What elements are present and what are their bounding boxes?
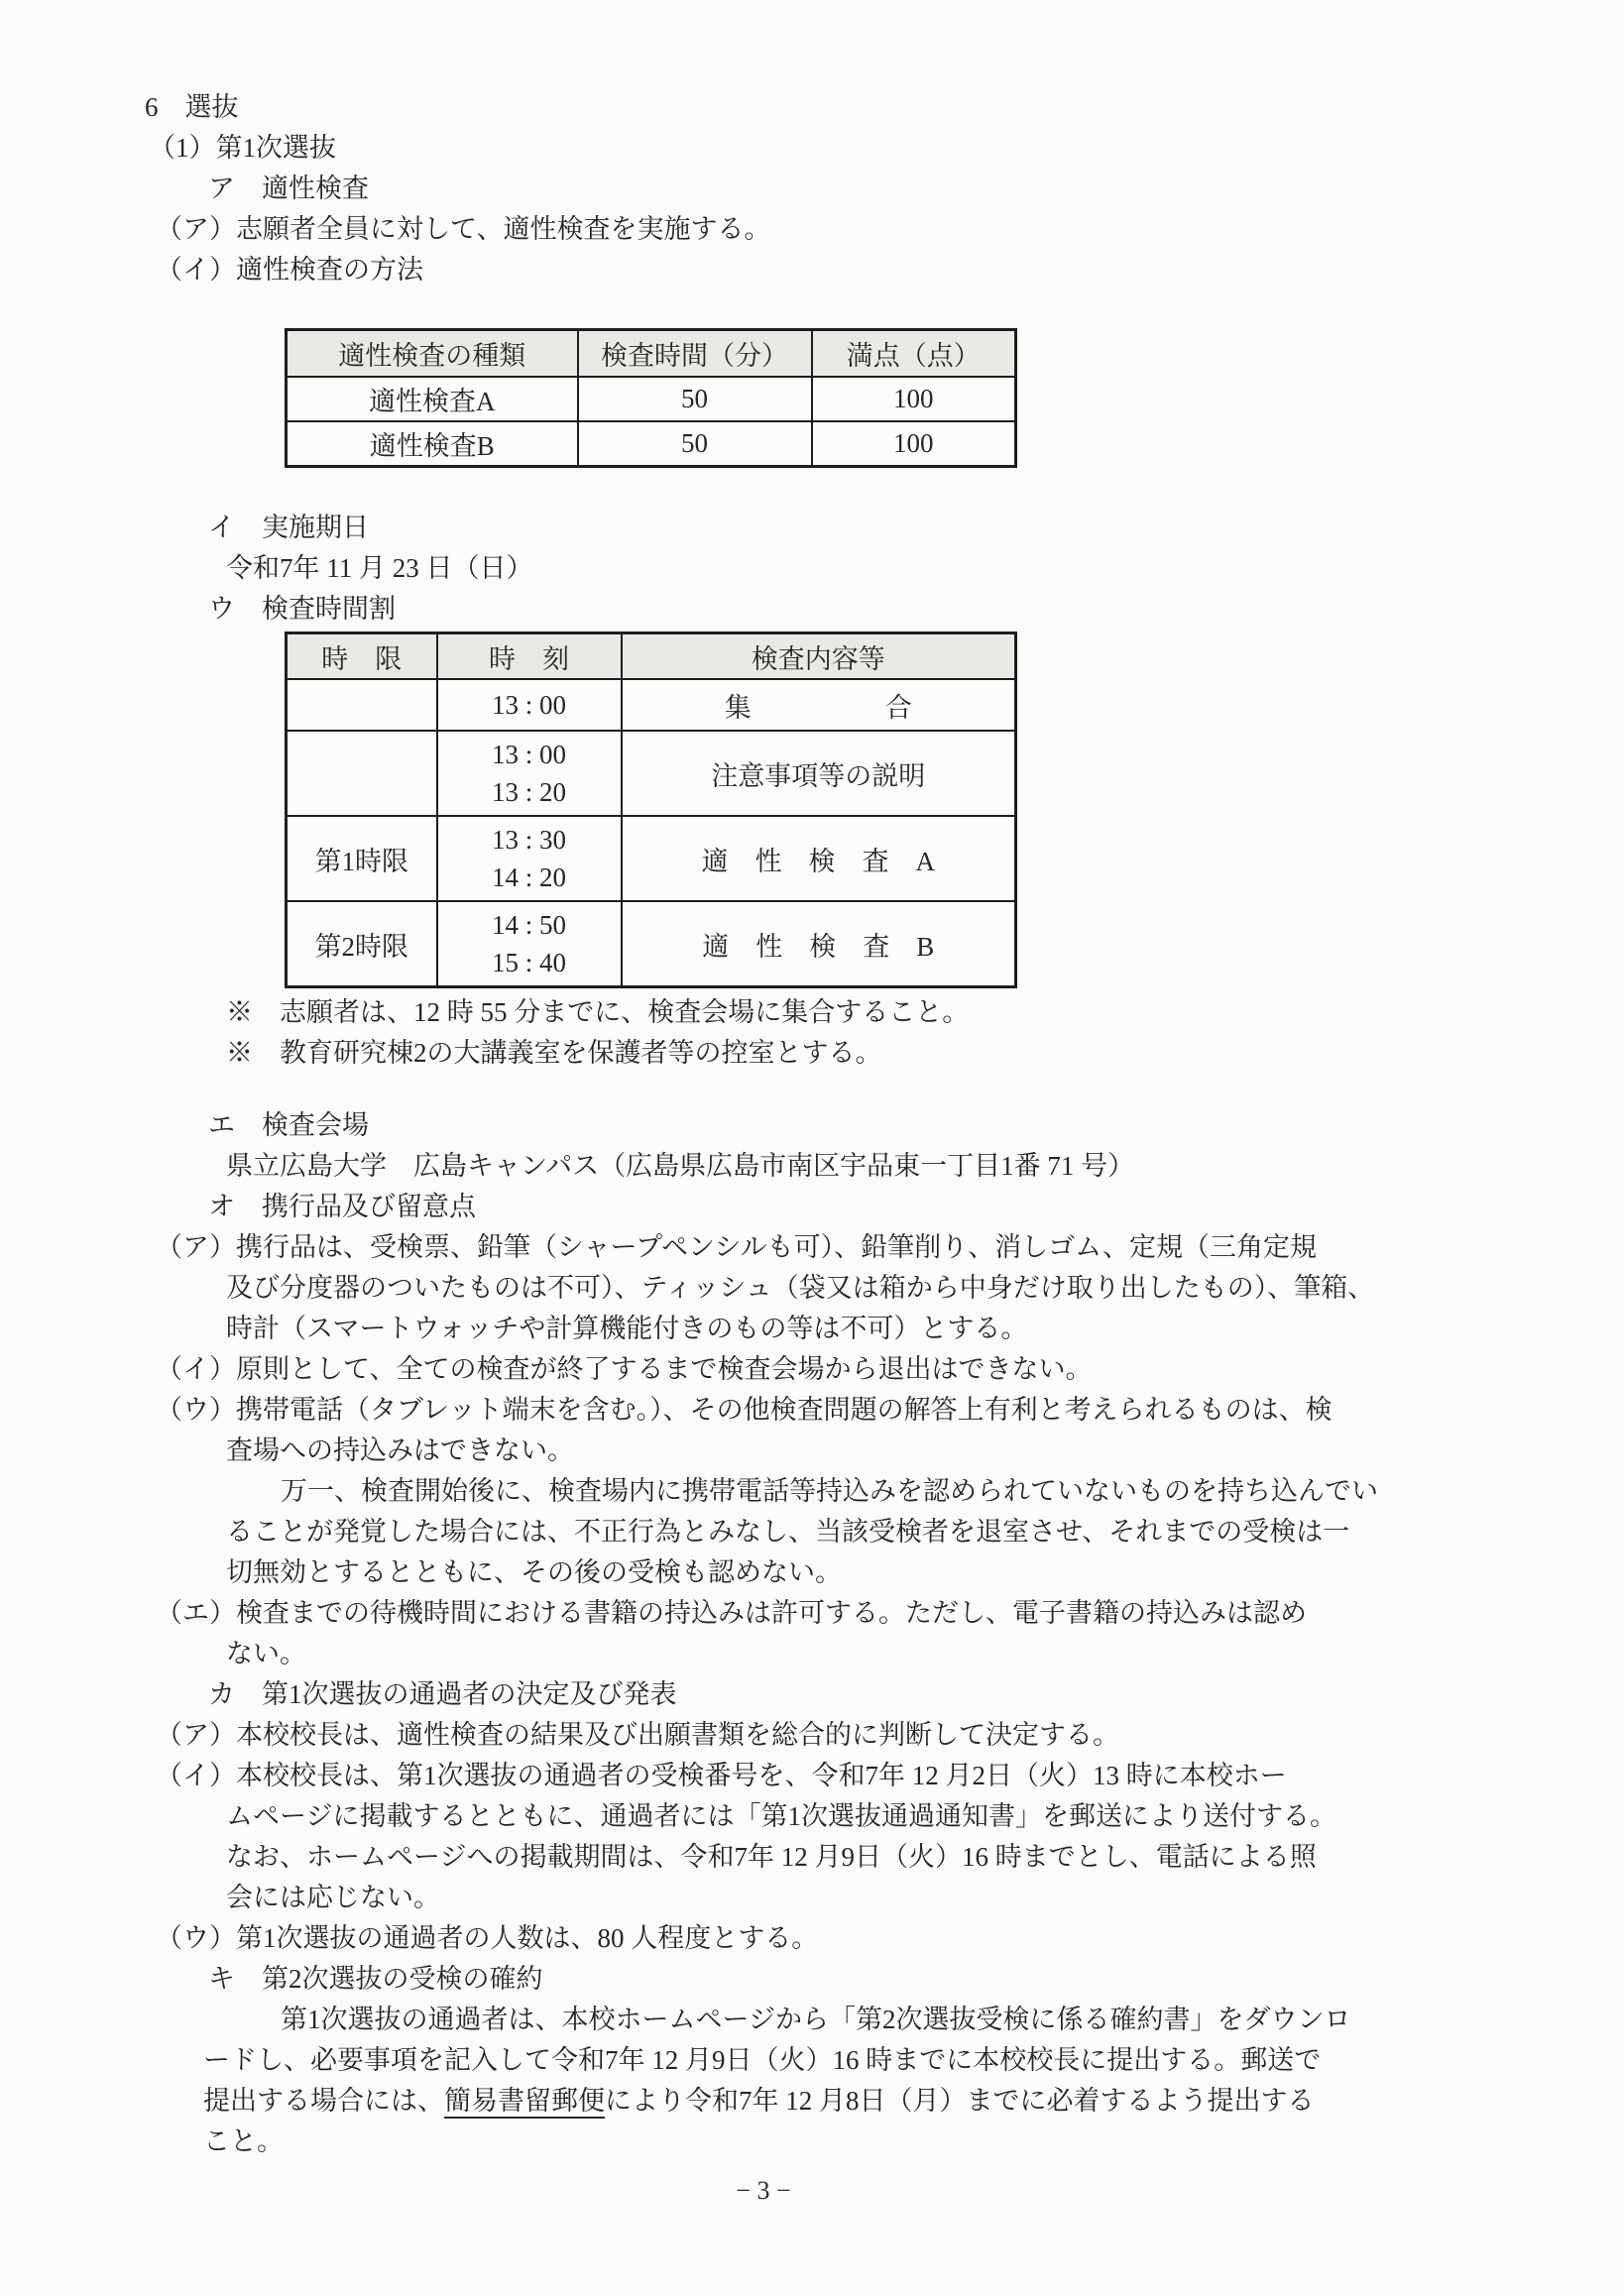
belongings-heading: オ 携行品及び留意点: [208, 1192, 476, 1221]
text-line: ムページに掲載するとともに、通過者には「第1次選抜通過通知書」を郵送により送付する。: [226, 1801, 1336, 1831]
aptitude-method-heading: （イ）適性検査の方法: [156, 255, 423, 285]
cell-test-b-duration: 50: [578, 421, 812, 467]
table-header-row: [287, 633, 1016, 680]
col-header-score: 満点（点）: [812, 330, 1016, 378]
timetable-heading: ウ 検査時間割: [208, 594, 396, 624]
pass-decision-line: （ア）本校校長は、適性検査の結果及び出願書類を総合的に判断して決定する。: [156, 1720, 1119, 1750]
text-line: 切無効とするとともに、その後の受検も認めない。: [226, 1557, 842, 1587]
venue-heading: エ 検査会場: [208, 1110, 369, 1140]
cell-period-2: 第2時限: [287, 901, 437, 987]
pass-count-line: （ウ）第1次選抜の通過者の人数は、80 人程度とする。: [156, 1923, 819, 1953]
text-line: （エ）検査までの待機時間における書籍の持込みは許可する。ただし、電子書籍の持込みは認め: [156, 1598, 1307, 1628]
text-segment: 提出する場合には、: [203, 2086, 444, 2116]
table-row: [287, 679, 1016, 731]
cell-period-1: 第1時限: [287, 816, 437, 901]
timetable-table: [285, 631, 1017, 988]
col-header-test-type: 適性検査の種類: [287, 330, 578, 378]
cell-test-b: 適性検査В: [287, 421, 578, 467]
text-segment: により令和7年 12 月8日（月）までに必着するよう提出する: [605, 2086, 1315, 2116]
table-row: [287, 901, 1016, 987]
table-row: [287, 377, 1016, 421]
time-value: 14 : 50: [491, 910, 566, 940]
cell-test-a: 適性検査А: [287, 377, 578, 421]
cell-content-instructions: 注意事項等の説明: [622, 731, 1016, 816]
page-number: − 3 −: [736, 2176, 791, 2205]
cell-content-test-b: 適 性 検 査 В: [622, 901, 1016, 987]
cell-time-assembly: [437, 679, 622, 731]
text-line: ない。: [226, 1639, 306, 1668]
time-value: 13 : 00: [491, 690, 566, 720]
col-header-time: 時 刻: [437, 633, 622, 680]
text-line: 第1次選抜の通過者は、本校ホームページから「第2次選抜受検に係る確約書」をダウンロ: [281, 2005, 1351, 2034]
text-line: こと。: [203, 2126, 284, 2156]
col-header-content: 検査内容等: [622, 633, 1016, 680]
section-6-heading: 6 選抜: [145, 92, 239, 122]
cell-test-a-score: 100: [812, 377, 1016, 421]
col-header-duration: 検査時間（分）: [578, 330, 812, 378]
cell-period-blank: [287, 731, 437, 816]
text-line: 及び分度器のついたものは不可）、ティッシュ（袋又は箱から中身だけ取り出したもの）、筆箱、: [226, 1273, 1375, 1303]
table-header-row: [287, 330, 1016, 378]
cell-period-blank: [287, 679, 437, 731]
time-value: 13 : 00: [491, 740, 566, 769]
text-line: なお、ホームページへの掲載期間は、令和7年 12 月9日（火）16 時までとし、電話による照: [226, 1842, 1317, 1872]
pledge-heading: キ 第2次選抜の受検の確約: [208, 1964, 543, 1994]
text-line: 査場への持込みはできない。: [226, 1435, 574, 1465]
registered-mail-underline: 簡易書留郵便: [444, 2086, 605, 2119]
venue-address: 県立広島大学 広島キャンパス（広島県広島市南区宇品東一丁目1番 71 号）: [226, 1151, 1135, 1181]
col-header-period: 時 限: [287, 633, 437, 680]
time-value: 14 : 20: [491, 862, 566, 892]
table-row: [287, 421, 1016, 467]
pass-announcement-heading: カ 第1次選抜の通過者の決定及び発表: [208, 1679, 677, 1709]
text-line: （ア）携行品は、受検票、鉛筆（シャープペンシルも可）、鉛筆削り、消しゴム、定規（三角定規: [156, 1232, 1317, 1262]
aptitude-test-heading: ア 適性検査: [208, 173, 369, 203]
time-value: 15 : 40: [491, 948, 566, 977]
cell-time-test-a: [437, 816, 622, 901]
text-line: （イ）本校校長は、第1次選抜の通過者の受検番号を、令和7年 12 月2日（火）13 時に本校ホー: [156, 1761, 1287, 1790]
cell-content-test-a: 適 性 検 査 А: [622, 816, 1016, 901]
text-line: ードし、必要事項を記入して令和7年 12 月9日（火）16 時までに本校校長に提出する。郵送で: [203, 2045, 1322, 2075]
text-line: 時計（スマートウォッチや計算機能付きのもの等は不可）とする。: [226, 1314, 1028, 1343]
text-line: [203, 2081, 1623, 2122]
leave-rule-line: （イ）原則として、全ての検査が終了するまで検査会場から退出はできない。: [156, 1354, 1093, 1384]
text-line: 会には応じない。: [226, 1883, 440, 1912]
time-value: 13 : 20: [491, 777, 566, 807]
cell-time-test-b: [437, 901, 622, 987]
note-assembly-time: ※ 志願者は、12 時 55 分までに、検査会場に集合すること。: [226, 997, 970, 1027]
time-value: 13 : 30: [491, 825, 566, 855]
table-row: [287, 816, 1016, 901]
date-heading: イ 実施期日: [208, 513, 369, 542]
cell-time-instructions: [437, 731, 622, 816]
table-row: [287, 731, 1016, 816]
cell-test-a-duration: 50: [578, 377, 812, 421]
text-line: 万一、検査開始後に、検査場内に携帯電話等持込みを認められていないものを持ち込んでい: [281, 1476, 1378, 1506]
cell-test-b-score: 100: [812, 421, 1016, 467]
text-line: （ウ）携帯電話（タブレット端末を含む。）、その他検査問題の解答上有利と考えられるものは、検: [156, 1395, 1333, 1425]
first-selection-heading: （1）第1次選抜: [149, 133, 336, 163]
exam-date: 令和7年 11 月 23 日（日）: [226, 553, 533, 583]
aptitude-test-table: [285, 328, 1017, 468]
aptitude-all-applicants-line: （ア）志願者全員に対して、適性検査を実施する。: [156, 214, 771, 244]
note-waiting-room: ※ 教育研究棟2の大講義室を保護者等の控室とする。: [226, 1038, 882, 1068]
text-line: ることが発覚した場合には、不正行為とみなし、当該受検者を退室させ、それまでの受検は一: [226, 1517, 1350, 1547]
cell-content-assembly: 集 合: [622, 679, 1016, 731]
